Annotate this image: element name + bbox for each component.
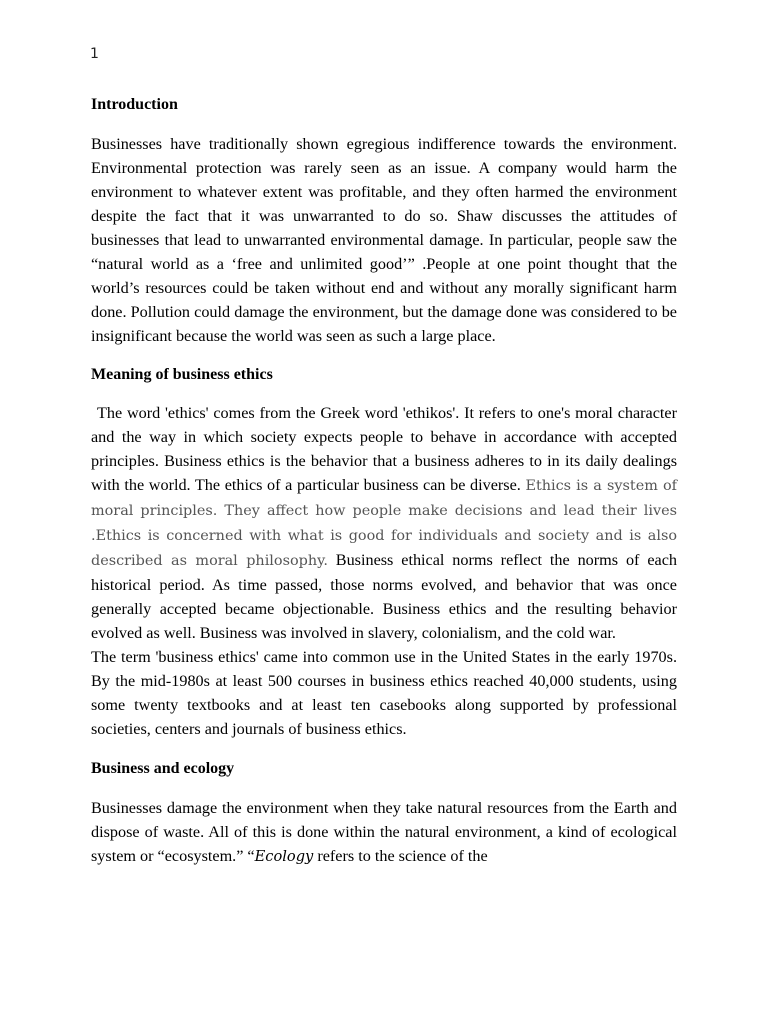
text-segment-ethical-norms: Business ethical norms reflect the norms of each historical period. As time passed, those norms evolved, and behavior that was once generally accepted became objectionable. Business ethics and the resulting behavior evolved as well. Business was involved in slavery, colonialism, and the cold war. xyxy=(91,551,677,642)
document-body xyxy=(91,93,677,869)
text-segment-ecology-intro: Businesses damage the environment when they take natural resources from the Earth and dispose of waste. All of this is done within the natural environment, a kind of ecological system or “ecosystem.” “ xyxy=(91,799,677,865)
text-segment-ethics-definition: The word 'ethics' comes from the Greek word 'ethikos'. It refers to one's moral character and the way in which society expects people to behave in accordance with accepted principles. Business ethics is the behavior that a business adheres to in its daily dealings with the world. The ethics of a particular business can be diverse. xyxy=(91,404,677,494)
heading-meaning-of-business-ethics: Meaning of business ethics xyxy=(91,366,273,383)
heading-business-and-ecology: Business and ecology xyxy=(91,760,235,777)
paragraph-business-ethics-history: The term 'business ethics' came into common use in the United States in the early 1970s. By the mid-1980s at least 500 courses in business ethics reached 40,000 students, using some twenty textbooks and at least ten casebooks along supported by professional societies, centers and journals of business ethics. xyxy=(91,648,677,738)
paragraph-introduction: Businesses have traditionally shown egregious indifference towards the environment. Environmental protection was rarely seen as an issue. A company would harm the environment to whatever extent was profitable, and they often harmed the environment despite the fact that it was unwarranted to do so. Shaw discusses the attitudes of businesses that lead to unwarranted environmental damage. In particular, people saw the “natural world as a ‘free and unlimited good’” .People at one point thought that the world’s resources could be taken without end and without any morally significant harm done. Pollution could damage the environment, but the damage done was considered to be insignificant because the world was seen as such a large place. xyxy=(91,135,677,345)
text-segment-grey-quote: Ethics is a system of moral principles. They affect how people make decisions and lead their lives .Ethics is concerned with what is good for individuals and society and is also described as moral philosophy. xyxy=(91,478,678,569)
text-segment-ecology-italic: Ecology xyxy=(254,848,314,865)
heading-introduction: Introduction xyxy=(91,96,178,113)
text-segment-ecology-end: refers to the science of the xyxy=(313,847,488,865)
page-number: 1 xyxy=(90,46,99,62)
paragraph-business-ecology xyxy=(91,796,677,869)
paragraph-meaning-ethics xyxy=(91,401,677,645)
